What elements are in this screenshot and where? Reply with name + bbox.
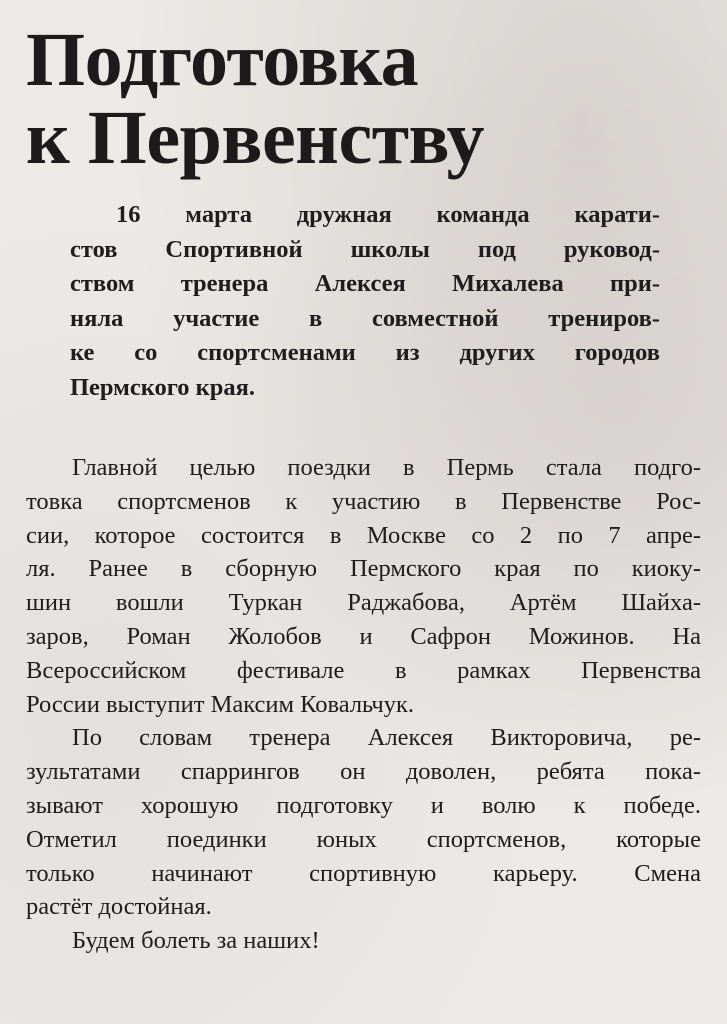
- article-title: [26, 18, 484, 180]
- lead-line: няла участие в совместной трениров-: [70, 304, 660, 332]
- body-line: По словам тренера Алексея Викторовича, ре-: [72, 724, 701, 752]
- body-line: растёт достойная.: [26, 893, 212, 921]
- body-line: сии, которое состоится в Москве со 2 по 7 апре-: [26, 521, 701, 549]
- body-line: только начинают спортивную карьеру. Смена: [26, 859, 701, 887]
- body-line: Всероссийском фестивале в рамках Первенства: [26, 656, 701, 684]
- body-line: зультатами спаррингов он доволен, ребята пока-: [26, 758, 701, 786]
- title-line-1: Подготовка: [26, 18, 419, 102]
- body-line: зывают хорошую подготовку и волю к победе.: [26, 791, 701, 819]
- body-line: ля. Ранее в сборную Пермского края по киоку-: [26, 555, 701, 583]
- lead-line: Пермского края.: [70, 373, 256, 401]
- body-line: шин вошли Туркан Раджабова, Артём Шайха-: [26, 589, 701, 617]
- lead-paragraph: [70, 198, 660, 405]
- body-line: заров, Роман Жолобов и Сафрон Можинов. На: [26, 622, 701, 650]
- lead-line: стов Спортивной школы под руковод-: [70, 235, 660, 263]
- lead-line: ством тренера Алексея Михалева при-: [70, 270, 660, 297]
- body-line: Будем болеть за наших!: [72, 927, 320, 955]
- body-line: Главной целью поездки в Пермь стала подго-: [72, 454, 701, 481]
- body-line: товка спортсменов к участию в Первенстве Рос-: [26, 487, 701, 515]
- lead-line: ке со спортсменами из других городов: [70, 339, 660, 366]
- lead-line: 16 марта дружная команда карати-: [116, 201, 660, 228]
- body-line: России выступит Максим Ковальчук.: [26, 690, 414, 718]
- title-line-2: к Первенству: [26, 96, 484, 180]
- body-line: Отметил поединки юных спортсменов, которые: [26, 825, 701, 853]
- article-body: [26, 451, 701, 958]
